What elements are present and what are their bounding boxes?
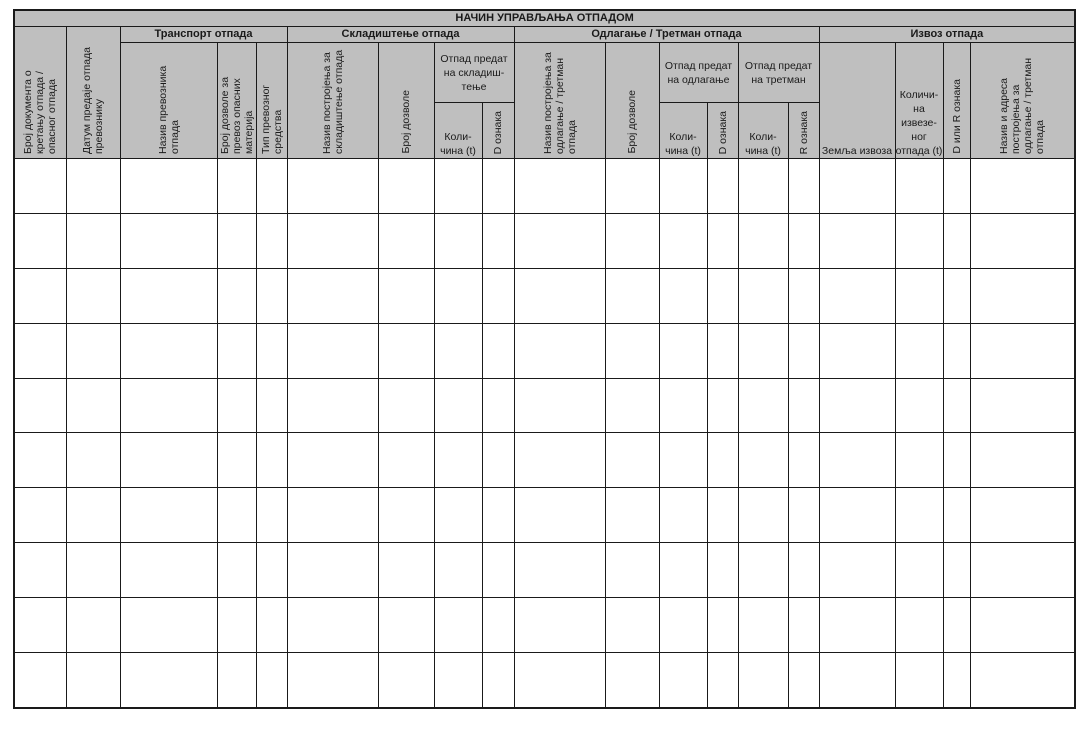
- table-cell[interactable]: [970, 323, 1075, 378]
- group-storage: Складиштење отпада: [287, 27, 514, 43]
- table-row: [14, 323, 1075, 378]
- col-disposal-permit: Број дозволе: [605, 43, 659, 159]
- table-cell[interactable]: [707, 213, 738, 268]
- table-cell[interactable]: [788, 378, 819, 433]
- table-cell[interactable]: [482, 378, 514, 433]
- table-cell[interactable]: [707, 268, 738, 323]
- table-cell[interactable]: [659, 433, 707, 488]
- table-cell[interactable]: [66, 378, 120, 433]
- table-cell[interactable]: [217, 213, 256, 268]
- col-storage-d: D ознака: [482, 103, 514, 159]
- table-cell[interactable]: [659, 159, 707, 214]
- table-cell[interactable]: [738, 433, 788, 488]
- table-cell[interactable]: [895, 653, 943, 708]
- table-cell[interactable]: [659, 543, 707, 598]
- table-cell[interactable]: [970, 159, 1075, 214]
- table-cell[interactable]: [256, 268, 287, 323]
- table-cell[interactable]: [659, 323, 707, 378]
- table-cell[interactable]: [605, 159, 659, 214]
- col-export-country: Земља извоза: [819, 43, 895, 159]
- table-cell[interactable]: [256, 488, 287, 543]
- table-cell[interactable]: [14, 433, 66, 488]
- table-cell[interactable]: [738, 653, 788, 708]
- table-cell[interactable]: [707, 159, 738, 214]
- table-cell[interactable]: [605, 378, 659, 433]
- col-handed-treatment: Отпад предат на третман: [738, 43, 819, 103]
- table-cell[interactable]: [434, 378, 482, 433]
- table-cell[interactable]: [738, 378, 788, 433]
- table-cell[interactable]: [120, 213, 217, 268]
- table-cell[interactable]: [287, 213, 378, 268]
- table-cell[interactable]: [217, 159, 256, 214]
- table-cell[interactable]: [707, 653, 738, 708]
- col-disposal-facility: Назив постројења за одлагање / третман отпада: [514, 43, 605, 159]
- col-export-qty: Количи-на извезе-ног отпада (t): [895, 43, 943, 159]
- table-cell[interactable]: [707, 378, 738, 433]
- table-cell[interactable]: [14, 159, 66, 214]
- table-cell[interactable]: [66, 159, 120, 214]
- table-cell[interactable]: [605, 543, 659, 598]
- col-storage-permit: Број дозволе: [378, 43, 434, 159]
- table-cell[interactable]: [434, 653, 482, 708]
- table-cell[interactable]: [738, 598, 788, 653]
- table-cell[interactable]: [482, 433, 514, 488]
- table-cell[interactable]: [482, 598, 514, 653]
- table-cell[interactable]: [659, 268, 707, 323]
- table-cell[interactable]: [514, 159, 605, 214]
- table-cell[interactable]: [707, 543, 738, 598]
- table-cell[interactable]: [482, 213, 514, 268]
- table-cell[interactable]: [943, 433, 970, 488]
- table-cell[interactable]: [514, 543, 605, 598]
- col-treatment-r: R ознака: [788, 103, 819, 159]
- table-cell[interactable]: [256, 213, 287, 268]
- table-row: [14, 433, 1075, 488]
- table-cell[interactable]: [66, 323, 120, 378]
- table-cell[interactable]: [659, 653, 707, 708]
- table-cell[interactable]: [819, 268, 895, 323]
- table-body: [14, 159, 1075, 709]
- table-cell[interactable]: [482, 653, 514, 708]
- table-cell[interactable]: [217, 488, 256, 543]
- table-cell[interactable]: [66, 268, 120, 323]
- table-cell[interactable]: [895, 598, 943, 653]
- waste-management-table: [13, 9, 1076, 709]
- table-cell[interactable]: [659, 598, 707, 653]
- col-treatment-qty: Коли-чина (t): [738, 103, 788, 159]
- table-cell[interactable]: [943, 488, 970, 543]
- table-cell[interactable]: [14, 323, 66, 378]
- table-cell[interactable]: [605, 488, 659, 543]
- table-cell[interactable]: [287, 268, 378, 323]
- table-cell[interactable]: [970, 653, 1075, 708]
- table-cell[interactable]: [482, 543, 514, 598]
- table-cell[interactable]: [738, 488, 788, 543]
- table-row: [14, 378, 1075, 433]
- table-cell[interactable]: [120, 543, 217, 598]
- table-row: [14, 268, 1075, 323]
- table-cell[interactable]: [256, 598, 287, 653]
- table-cell[interactable]: [707, 323, 738, 378]
- table-cell[interactable]: [14, 268, 66, 323]
- table-cell[interactable]: [120, 378, 217, 433]
- table-cell[interactable]: [378, 159, 434, 214]
- table-cell[interactable]: [605, 598, 659, 653]
- table-cell[interactable]: [120, 268, 217, 323]
- table-cell[interactable]: [378, 268, 434, 323]
- col-doc-number: Број документа о кретању отпада / опасног отпада: [14, 27, 66, 159]
- table-cell[interactable]: [120, 323, 217, 378]
- table-cell[interactable]: [287, 433, 378, 488]
- table-cell[interactable]: [287, 653, 378, 708]
- table-cell[interactable]: [66, 653, 120, 708]
- group-export: Извоз отпада: [819, 27, 1075, 43]
- table-cell[interactable]: [895, 323, 943, 378]
- table-cell[interactable]: [378, 433, 434, 488]
- table-cell[interactable]: [217, 378, 256, 433]
- table-cell[interactable]: [482, 323, 514, 378]
- table-cell[interactable]: [287, 598, 378, 653]
- table-cell[interactable]: [66, 543, 120, 598]
- table-cell[interactable]: [788, 653, 819, 708]
- table-cell[interactable]: [738, 159, 788, 214]
- table-cell[interactable]: [659, 213, 707, 268]
- table-cell[interactable]: [14, 598, 66, 653]
- table-cell[interactable]: [943, 543, 970, 598]
- table-cell[interactable]: [66, 598, 120, 653]
- table-cell[interactable]: [514, 268, 605, 323]
- table-cell[interactable]: [434, 543, 482, 598]
- table-cell[interactable]: [788, 488, 819, 543]
- col-storage-facility: Назив постројења за складиштење отпада: [287, 43, 378, 159]
- table-cell[interactable]: [819, 598, 895, 653]
- table-cell[interactable]: [287, 543, 378, 598]
- group-transport: Транспорт отпада: [120, 27, 287, 43]
- table-cell[interactable]: [605, 323, 659, 378]
- table-cell[interactable]: [217, 598, 256, 653]
- table-cell[interactable]: [738, 213, 788, 268]
- table-cell[interactable]: [217, 433, 256, 488]
- table-cell[interactable]: [738, 268, 788, 323]
- table-cell[interactable]: [434, 159, 482, 214]
- table-cell[interactable]: [943, 378, 970, 433]
- col-handed-disposal: Отпад предат на одлагање: [659, 43, 738, 103]
- table-cell[interactable]: [256, 323, 287, 378]
- table-cell[interactable]: [970, 213, 1075, 268]
- table-cell[interactable]: [287, 378, 378, 433]
- table-cell[interactable]: [256, 378, 287, 433]
- table-cell[interactable]: [605, 213, 659, 268]
- table-cell[interactable]: [819, 488, 895, 543]
- table-cell[interactable]: [788, 323, 819, 378]
- table-cell[interactable]: [66, 213, 120, 268]
- table-cell[interactable]: [14, 488, 66, 543]
- col-transport-permit: Број дозволе за превоз опасних материја: [217, 43, 256, 159]
- table-cell[interactable]: [970, 268, 1075, 323]
- table-cell[interactable]: [738, 323, 788, 378]
- table-cell[interactable]: [378, 213, 434, 268]
- table-cell[interactable]: [788, 268, 819, 323]
- table-cell[interactable]: [943, 323, 970, 378]
- table-cell[interactable]: [788, 159, 819, 214]
- table-row: [14, 159, 1075, 214]
- table-row: [14, 213, 1075, 268]
- table-cell[interactable]: [120, 653, 217, 708]
- table-cell[interactable]: [659, 488, 707, 543]
- table-cell[interactable]: [895, 433, 943, 488]
- table-cell[interactable]: [514, 598, 605, 653]
- table-cell[interactable]: [970, 488, 1075, 543]
- table-cell[interactable]: [605, 268, 659, 323]
- table-cell[interactable]: [434, 598, 482, 653]
- table-cell[interactable]: [819, 653, 895, 708]
- table-cell[interactable]: [287, 323, 378, 378]
- col-handover-date: Датум предаје отпада превознику: [66, 27, 120, 159]
- table-cell[interactable]: [943, 159, 970, 214]
- table-cell[interactable]: [378, 653, 434, 708]
- table-cell[interactable]: [943, 598, 970, 653]
- table-row: [14, 543, 1075, 598]
- table-cell[interactable]: [217, 543, 256, 598]
- table-cell[interactable]: [14, 653, 66, 708]
- table-cell[interactable]: [120, 159, 217, 214]
- table-cell[interactable]: [895, 543, 943, 598]
- table-cell[interactable]: [895, 268, 943, 323]
- table-cell[interactable]: [895, 159, 943, 214]
- table-cell[interactable]: [66, 488, 120, 543]
- table-cell[interactable]: [970, 543, 1075, 598]
- table-cell[interactable]: [256, 159, 287, 214]
- table-cell[interactable]: [14, 543, 66, 598]
- table-cell[interactable]: [378, 543, 434, 598]
- table-cell[interactable]: [378, 323, 434, 378]
- table-cell[interactable]: [707, 433, 738, 488]
- table-cell[interactable]: [605, 653, 659, 708]
- table-cell[interactable]: [819, 213, 895, 268]
- table-cell[interactable]: [482, 268, 514, 323]
- col-export-dr: D или R ознака: [943, 43, 970, 159]
- table-cell[interactable]: [378, 488, 434, 543]
- table-cell[interactable]: [434, 323, 482, 378]
- table-cell[interactable]: [819, 543, 895, 598]
- table-cell[interactable]: [256, 653, 287, 708]
- table-cell[interactable]: [14, 213, 66, 268]
- table-cell[interactable]: [434, 213, 482, 268]
- table-cell[interactable]: [482, 159, 514, 214]
- table-cell[interactable]: [788, 543, 819, 598]
- table-cell[interactable]: [434, 268, 482, 323]
- table-cell[interactable]: [659, 378, 707, 433]
- table-cell[interactable]: [14, 378, 66, 433]
- table-cell[interactable]: [970, 598, 1075, 653]
- col-disposal-d: D ознака: [707, 103, 738, 159]
- table-cell[interactable]: [514, 653, 605, 708]
- table-cell[interactable]: [217, 653, 256, 708]
- col-disposal-qty: Коли-чина (t): [659, 103, 707, 159]
- table-cell[interactable]: [378, 378, 434, 433]
- table-cell[interactable]: [217, 268, 256, 323]
- table-cell[interactable]: [66, 433, 120, 488]
- table-cell[interactable]: [120, 488, 217, 543]
- table-cell[interactable]: [819, 159, 895, 214]
- table-cell[interactable]: [788, 213, 819, 268]
- col-storage-handed: Отпад предат на складиш-тење: [434, 43, 514, 103]
- table-cell[interactable]: [895, 213, 943, 268]
- table-title: НАЧИН УПРАВЉАЊА ОТПАДОМ: [14, 10, 1075, 27]
- table-cell[interactable]: [605, 433, 659, 488]
- table-cell[interactable]: [287, 488, 378, 543]
- table-cell[interactable]: [514, 323, 605, 378]
- table-cell[interactable]: [788, 433, 819, 488]
- col-storage-qty: Коли-чина (t): [434, 103, 482, 159]
- table-cell[interactable]: [819, 378, 895, 433]
- table-cell[interactable]: [287, 159, 378, 214]
- col-carrier-name: Назив превозника отпада: [120, 43, 217, 159]
- table-cell[interactable]: [434, 488, 482, 543]
- table-cell[interactable]: [217, 323, 256, 378]
- table-cell[interactable]: [970, 433, 1075, 488]
- table-row: [14, 598, 1075, 653]
- table-cell[interactable]: [738, 543, 788, 598]
- table-row: [14, 488, 1075, 543]
- group-disposal: Одлагање / Третман отпада: [514, 27, 819, 43]
- table-row: [14, 653, 1075, 708]
- table-cell[interactable]: [819, 323, 895, 378]
- table-cell[interactable]: [434, 433, 482, 488]
- table-cell[interactable]: [819, 433, 895, 488]
- table-cell[interactable]: [514, 378, 605, 433]
- table-cell[interactable]: [514, 488, 605, 543]
- table-cell[interactable]: [707, 598, 738, 653]
- col-export-facility: Назив и адреса постројења за одлагање / третман отпада: [970, 43, 1075, 159]
- table-cell[interactable]: [120, 598, 217, 653]
- table-cell[interactable]: [895, 378, 943, 433]
- table-cell[interactable]: [514, 213, 605, 268]
- table-cell[interactable]: [256, 433, 287, 488]
- table-cell[interactable]: [943, 268, 970, 323]
- table-cell[interactable]: [707, 488, 738, 543]
- table-cell[interactable]: [378, 598, 434, 653]
- table-cell[interactable]: [943, 653, 970, 708]
- table-cell[interactable]: [943, 213, 970, 268]
- table-cell[interactable]: [256, 543, 287, 598]
- table-cell[interactable]: [970, 378, 1075, 433]
- table-cell[interactable]: [120, 433, 217, 488]
- table-cell[interactable]: [895, 488, 943, 543]
- table-cell[interactable]: [788, 598, 819, 653]
- col-vehicle-type: Тип превозног средства: [256, 43, 287, 159]
- table-cell[interactable]: [482, 488, 514, 543]
- table-cell[interactable]: [514, 433, 605, 488]
